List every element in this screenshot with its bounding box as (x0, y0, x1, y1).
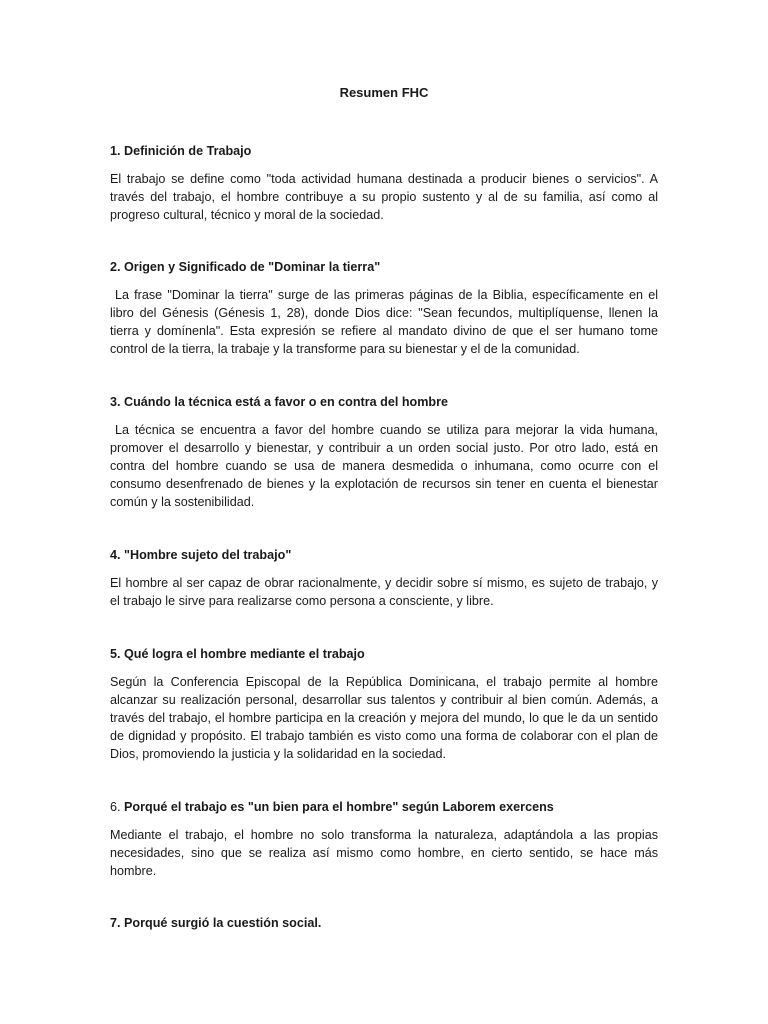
section-heading: 2. Origen y Significado de "Dominar la tierra" (110, 260, 381, 274)
section-heading-number: 6. (110, 800, 121, 814)
section-dominar-tierra (110, 258, 658, 358)
section-body: La frase "Dominar la tierra" surge de las primeras páginas de la Biblia, específicamente en el libro del Génesis (Génesis 1, 28), donde Dios dice: "Sean fecundos, multiplíquense, llenen la tierra y domínenla". Esta expresión se refiere al mandato divino de que el ser humano tome control de la tierra, la trabaje y la transforme para su bienestar y el de la comunidad. (110, 288, 658, 356)
section-heading: 4. "Hombre sujeto del trabajo" (110, 548, 292, 562)
section-tecnica (110, 393, 658, 511)
document-title: Resumen FHC (339, 85, 429, 100)
section-heading (110, 798, 658, 816)
section-heading: 1. Definición de Trabajo (110, 144, 252, 158)
section-body: El hombre al ser capaz de obrar racionalmente, y decidir sobre sí mismo, es sujeto de trabajo, y el trabajo le sirve para realizarse como persona a consciente, y libre. (110, 576, 658, 608)
section-cuestion-social (110, 914, 658, 932)
section-heading: 3. Cuándo la técnica está a favor o en contra del hombre (110, 395, 449, 409)
section-body: Según la Conferencia Episcopal de la República Dominicana, el trabajo permite al hombre alcanzar su realización personal, desarrollar sus talentos y contribuir al bien común. Además, a través del trabajo, el hombre participa en la creación y mejora del mundo, lo que le da un sentido de dignidad y propósito. El trabajo también es visto como una forma de colaborar con el plan de Dios, promoviendo la justicia y la solidaridad en la sociedad. (110, 675, 658, 761)
section-definicion-trabajo (110, 142, 658, 224)
section-body: Mediante el trabajo, el hombre no solo transforma la naturaleza, adaptándola a las propias necesidades, sino que se realiza así mismo como hombre, en cierto sentido, se hace más hombre. (110, 828, 658, 878)
section-heading: 7. Porqué surgió la cuestión social. (110, 916, 322, 930)
section-body: El trabajo se define como "toda actividad humana destinada a producir bienes o servicios". A través del trabajo, el hombre contribuye a su propio sustento y al de su familia, así como al progreso cultural, técnico y moral de la sociedad. (110, 172, 658, 222)
section-hombre-sujeto (110, 546, 658, 610)
section-heading-text: Porqué el trabajo es "un bien para el hombre" según Laborem exercens (124, 800, 554, 814)
section-body: La técnica se encuentra a favor del hombre cuando se utiliza para mejorar la vida humana, promover el desarrollo y bienestar, y contribuir a un orden social justo. Por otro lado, está en contra del hombre cuando se usa de manera desmedida o inhumana, como ocurre con el consumo desenfrenado de bienes y la explotación de recursos sin tener en cuenta el bienestar común y la sostenibilidad. (110, 423, 658, 509)
section-que-logra (110, 645, 658, 763)
document-page (110, 84, 658, 942)
section-heading: 5. Qué logra el hombre mediante el trabajo (110, 647, 365, 661)
section-bien-para-hombre (110, 798, 658, 880)
